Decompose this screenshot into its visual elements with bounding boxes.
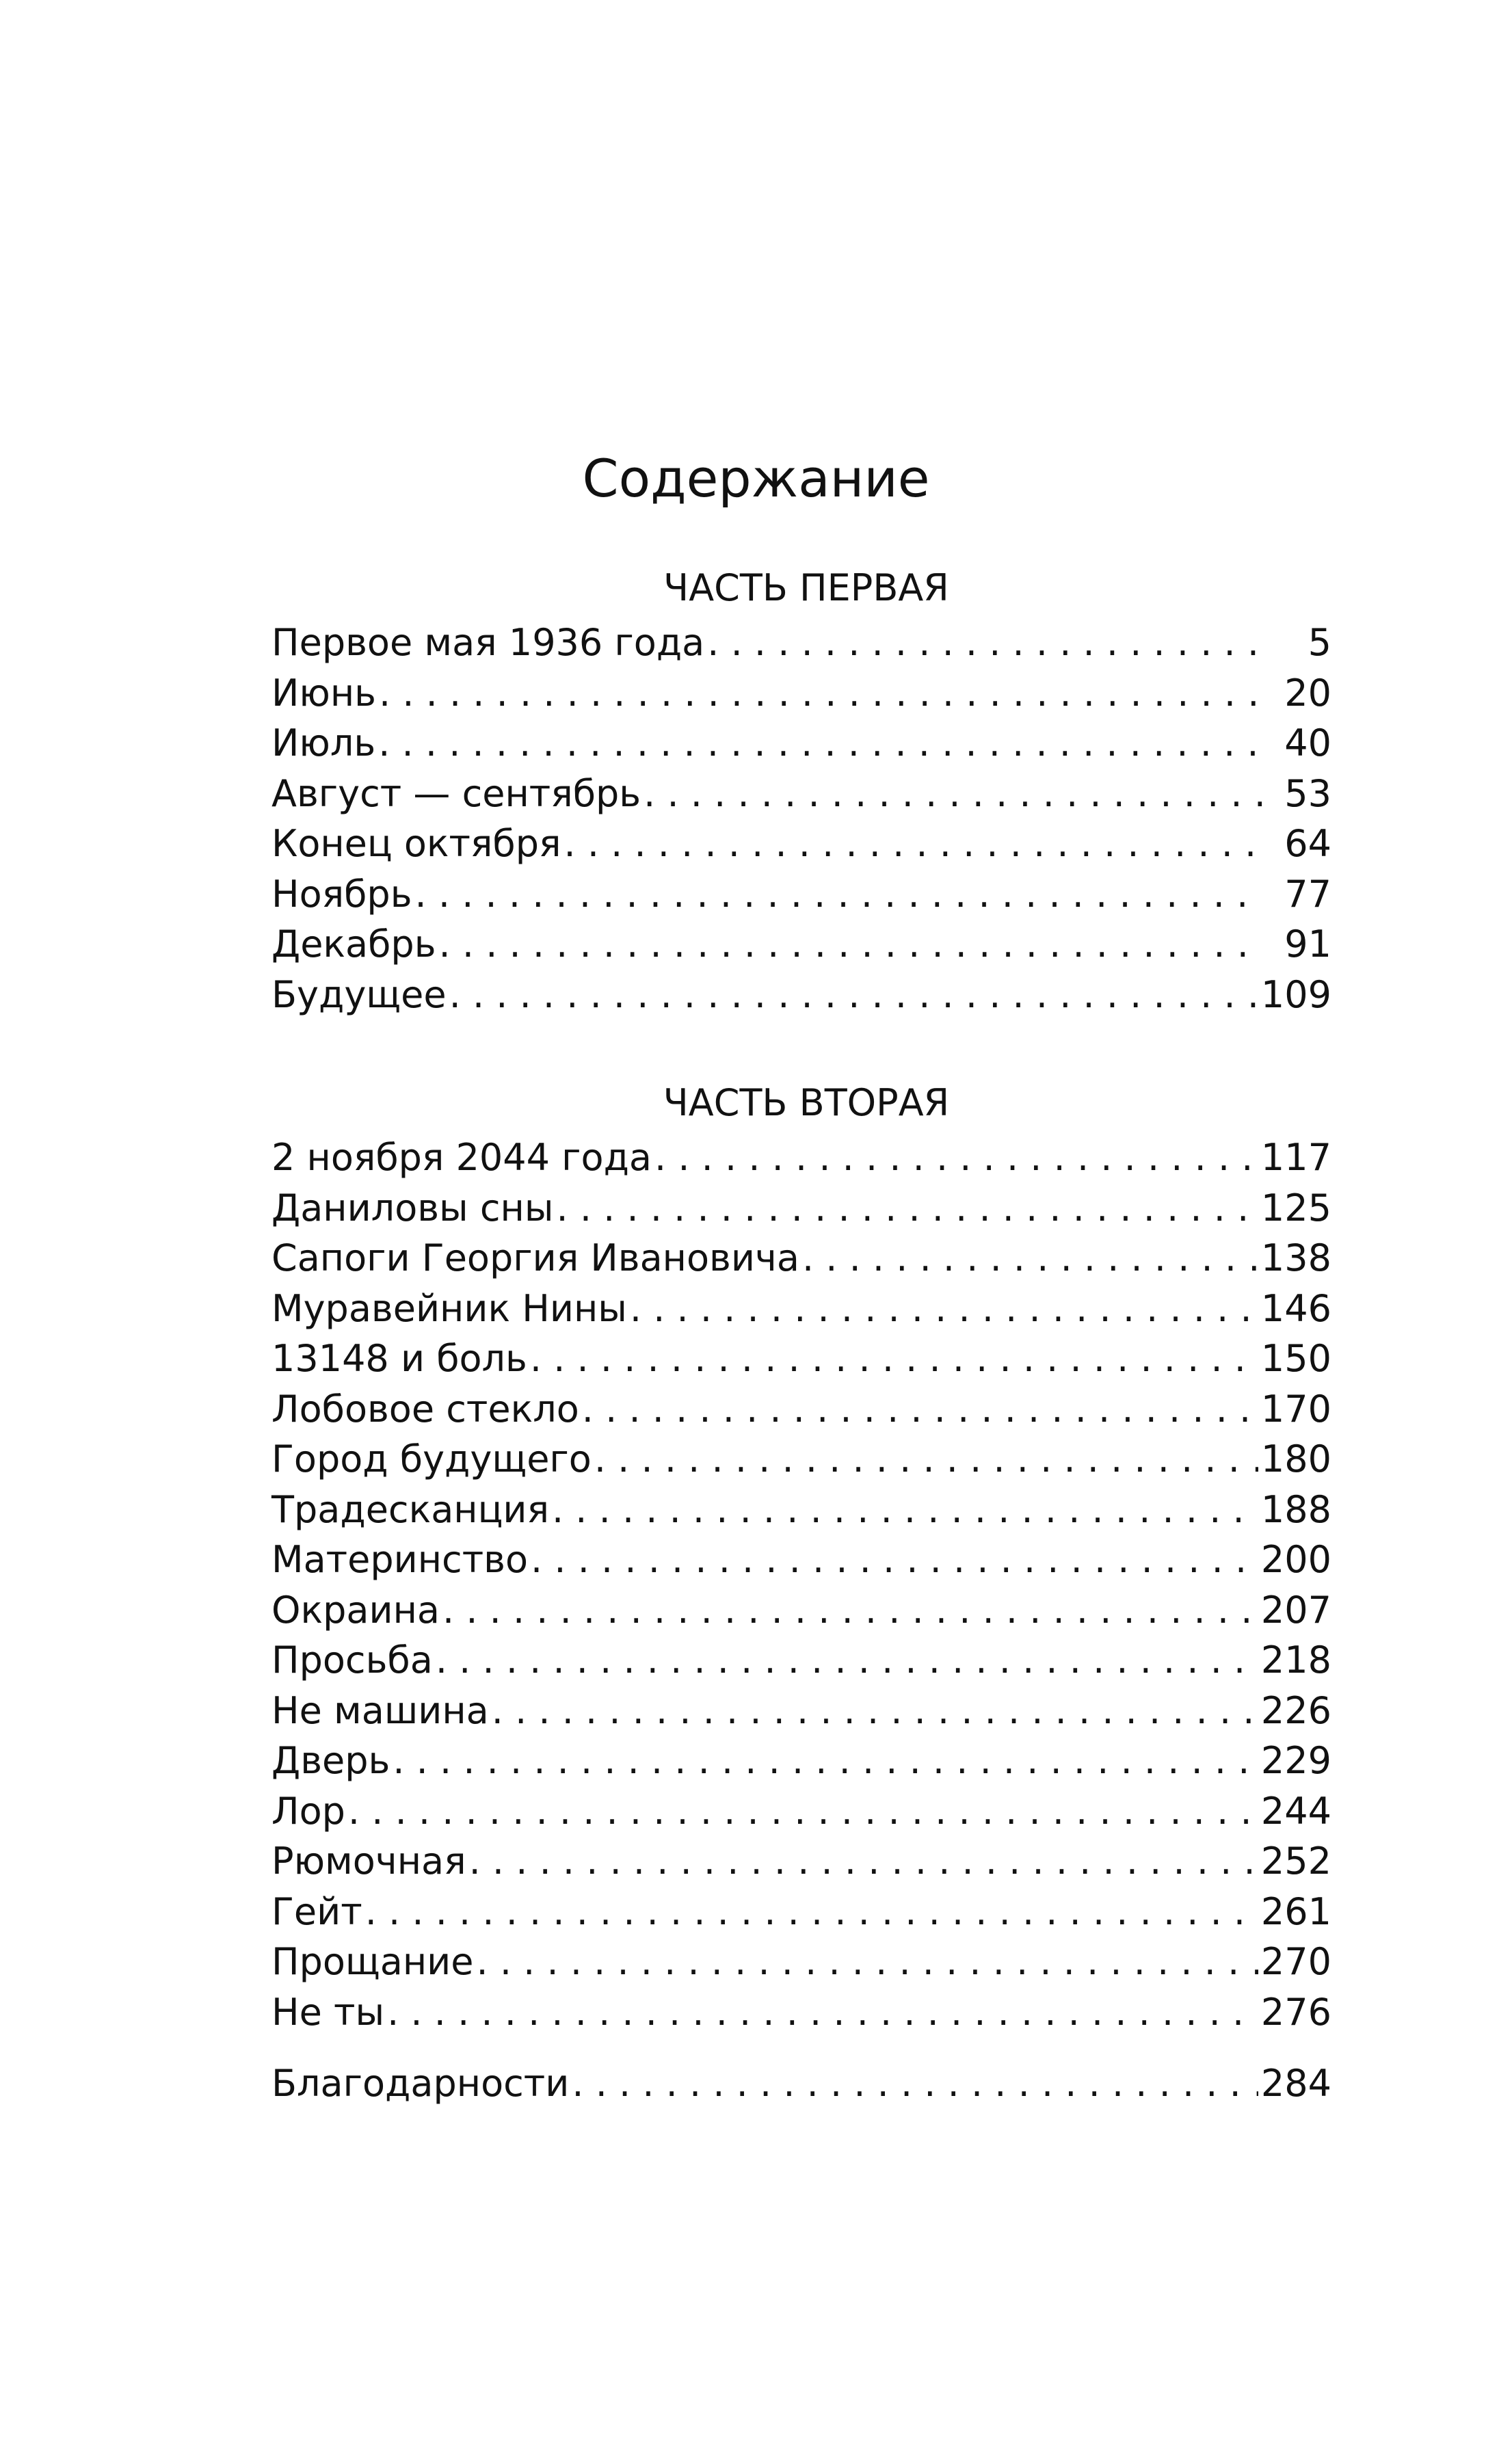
toc-entry[interactable] — [271, 970, 1331, 1020]
toc-entry-page: 270 — [1260, 1940, 1331, 1983]
toc-entry-title: Прощание — [271, 1940, 474, 1983]
dot-leader — [557, 1183, 1258, 1234]
dot-leader — [442, 1585, 1258, 1636]
toc-entry[interactable] — [271, 919, 1331, 970]
toc-entry-title: Ноябрь — [271, 872, 412, 916]
toc-entry-title: Июль — [271, 721, 376, 765]
dot-leader — [530, 1333, 1258, 1384]
dot-leader — [531, 1535, 1258, 1585]
toc-entry-title: Рюмочная — [271, 1840, 466, 1883]
toc-entry-page: 207 — [1260, 1588, 1331, 1632]
toc-entry[interactable] — [271, 1434, 1331, 1485]
toc-entry-title: Не ты — [271, 1990, 385, 2034]
toc-entry-page: 138 — [1260, 1236, 1331, 1279]
toc-entry-acknowledgements[interactable] — [271, 2058, 1331, 2109]
toc-entry-title: Гейт — [271, 1889, 362, 1933]
toc-entry[interactable] — [271, 1535, 1331, 1585]
toc-entry-title: Первое мая 1936 года — [271, 621, 705, 664]
toc-entry[interactable] — [271, 1836, 1331, 1887]
toc-entry-page: 188 — [1260, 1487, 1331, 1531]
toc-entry-page: 200 — [1260, 1538, 1331, 1581]
dot-leader — [552, 1485, 1258, 1535]
toc-entry-title: Будущее — [271, 972, 447, 1016]
toc-entry[interactable] — [271, 1233, 1331, 1284]
toc-entry[interactable] — [271, 1485, 1331, 1535]
toc-entry-page: 252 — [1260, 1840, 1331, 1883]
toc-entry-page: 218 — [1260, 1638, 1331, 1682]
dot-leader — [449, 970, 1258, 1020]
toc-entry[interactable] — [271, 1132, 1331, 1183]
toc-entry-page: 20 — [1284, 671, 1331, 715]
toc-entry-title: Август — сентябрь — [271, 771, 641, 815]
toc-list-acknowledgements — [271, 2058, 1331, 2109]
toc-entry-title: Традесканция — [271, 1487, 549, 1531]
part-heading-1: ЧАСТЬ ПЕРВАЯ — [663, 566, 949, 609]
dot-leader — [630, 1284, 1258, 1334]
toc-entry[interactable] — [271, 1987, 1331, 2038]
toc-entry-page: 5 — [1308, 621, 1331, 664]
dot-leader — [802, 1233, 1258, 1284]
toc-entry[interactable] — [271, 1937, 1331, 1987]
dot-leader — [436, 1635, 1258, 1686]
dot-leader — [365, 1887, 1258, 1937]
toc-entry[interactable] — [271, 1585, 1331, 1636]
toc-entry-page: 109 — [1260, 972, 1331, 1016]
toc-entry-title: 2 ноября 2044 года — [271, 1136, 652, 1179]
toc-entry-page: 284 — [1260, 2062, 1331, 2105]
toc-entry[interactable] — [271, 819, 1331, 869]
toc-entry[interactable] — [271, 1333, 1331, 1384]
dot-leader — [477, 1937, 1258, 1987]
toc-entry[interactable] — [271, 1183, 1331, 1234]
toc-entry-page: 150 — [1260, 1337, 1331, 1380]
toc-entry[interactable] — [271, 1786, 1331, 1837]
toc-entry[interactable] — [271, 1686, 1331, 1736]
toc-entry-page: 146 — [1260, 1286, 1331, 1330]
toc-entry-page: 77 — [1284, 872, 1331, 916]
toc-list-part-1 — [271, 618, 1331, 1020]
toc-entry[interactable] — [271, 1635, 1331, 1686]
toc-entry-page: 40 — [1284, 721, 1331, 765]
toc-entry-page: 244 — [1260, 1789, 1331, 1833]
toc-entry-page: 276 — [1260, 1990, 1331, 2034]
dot-leader — [654, 1132, 1258, 1183]
toc-entry-title: Благодарности — [271, 2062, 570, 2105]
toc-entry-title: Окраина — [271, 1588, 440, 1632]
toc-entry-page: 170 — [1260, 1387, 1331, 1431]
dot-leader — [594, 1434, 1258, 1485]
dot-leader — [572, 2058, 1258, 2109]
toc-entry-title: Сапоги Георгия Ивановича — [271, 1236, 799, 1279]
toc-entry[interactable] — [271, 1736, 1331, 1786]
toc-entry-title: Город будущего — [271, 1437, 592, 1481]
toc-entry[interactable] — [271, 668, 1331, 719]
toc-entry-page: 91 — [1284, 923, 1331, 966]
dot-leader — [393, 1736, 1258, 1786]
toc-entry-title: Декабрь — [271, 923, 436, 966]
dot-leader — [582, 1384, 1258, 1435]
toc-entry-title: Июнь — [271, 671, 376, 715]
toc-entry[interactable] — [271, 1887, 1331, 1937]
dot-leader — [469, 1836, 1258, 1887]
toc-entry[interactable] — [271, 769, 1331, 819]
toc-entry-title: Конец октября — [271, 822, 561, 865]
dot-leader — [415, 869, 1264, 920]
toc-entry-title: Лобовое стекло — [271, 1387, 579, 1431]
dot-leader — [348, 1786, 1258, 1837]
toc-entry[interactable] — [271, 869, 1331, 920]
toc-entry-page: 180 — [1260, 1437, 1331, 1481]
toc-entry[interactable] — [271, 718, 1331, 769]
toc-entry[interactable] — [271, 618, 1331, 668]
toc-list-part-2 — [271, 1132, 1331, 2037]
dot-leader — [563, 819, 1264, 869]
toc-entry-page: 261 — [1260, 1889, 1331, 1933]
dot-leader — [378, 718, 1264, 769]
toc-entry-page: 64 — [1284, 822, 1331, 865]
dot-leader — [439, 919, 1264, 970]
toc-entry-title: Муравейник Нины — [271, 1286, 627, 1330]
toc-entry-page: 226 — [1260, 1688, 1331, 1732]
toc-entry-title: Просьба — [271, 1638, 433, 1682]
toc-entry-title: Не машина — [271, 1688, 489, 1732]
dot-leader — [644, 769, 1264, 819]
dot-leader — [379, 668, 1264, 719]
toc-entry-title: Материнство — [271, 1538, 529, 1581]
toc-entry[interactable] — [271, 1284, 1331, 1334]
part-heading-2: ЧАСТЬ ВТОРАЯ — [663, 1081, 950, 1124]
toc-entry-page: 53 — [1284, 771, 1331, 815]
toc-entry[interactable] — [271, 1384, 1331, 1435]
toc-entry-title: Лор — [271, 1789, 345, 1833]
dot-leader — [492, 1686, 1258, 1736]
dot-leader — [387, 1987, 1258, 2038]
toc-entry-title: Даниловы сны — [271, 1186, 554, 1230]
toc-entry-page: 229 — [1260, 1739, 1331, 1782]
page-title: Содержание — [582, 448, 930, 509]
toc-entry-page: 125 — [1260, 1186, 1331, 1230]
toc-entry-page: 117 — [1260, 1136, 1331, 1179]
dot-leader — [707, 618, 1264, 668]
toc-entry-title: 13148 и боль — [271, 1337, 527, 1380]
toc-entry-title: Дверь — [271, 1739, 390, 1782]
